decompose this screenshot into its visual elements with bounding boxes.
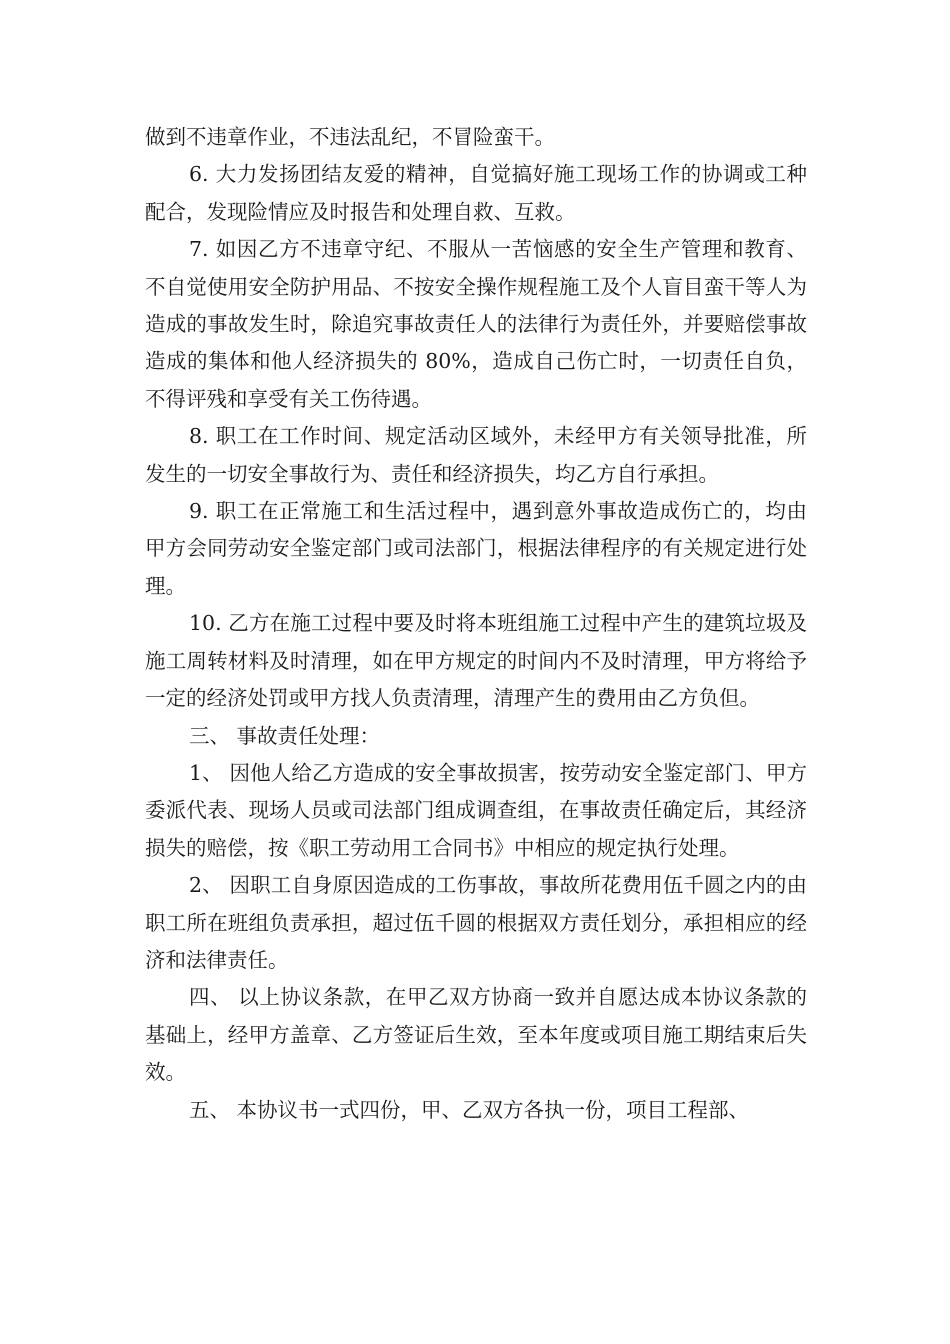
paragraph-liability-2: 2、 因职工自身原因造成的工伤事故，事故所花费用伍千圆之内的由职工所在班组负责承担，超过伍千圆的根据双方责任划分，承担相应的经济和法律责任。 xyxy=(145,873,807,972)
paragraph-clause-6: 6. 大力发扬团结友爱的精神，自觉搞好施工现场工作的协调或工种配合，发现险情应及时报告和处理自救、互救。 xyxy=(145,162,807,224)
paragraph-clause-9: 9. 职工在正常施工和生活过程中，遇到意外事故造成伤亡的，均由甲方会同劳动安全鉴定部门或司法部门，根据法律程序的有关规定进行处理。 xyxy=(145,499,807,598)
paragraph-clause-8: 8. 职工在工作时间、规定活动区域外，未经甲方有关领导批准，所发生的一切安全事故行为、责任和经济损失，均乙方自行承担。 xyxy=(145,424,807,486)
paragraph-liability-1: 1、 因他人给乙方造成的安全事故损害，按劳动安全鉴定部门、甲方委派代表、现场人员或司法部门组成调查组，在事故责任确定后，其经济损失的赔偿，按《职工劳动用工合同书》中相应的规定执行处理。 xyxy=(145,760,807,860)
paragraph-clause-7: 7. 如因乙方不违章守纪、不服从一苦恼感的安全生产管理和教育、不自觉使用安全防护用品、不按安全操作规程施工及个人盲目蛮干等人为造成的事故发生时，除追究事故责任人的法律行为责任外，并要赔偿事故造成的集体和他人经济损失的 80%，造成自己伤亡时，一切责任自负，不得评残和享受有关工伤待遇。 xyxy=(145,237,807,411)
paragraph-clause-5-continued: 做到不违章作业，不违法乱纪，不冒险蛮干。 xyxy=(145,125,555,149)
document-body xyxy=(145,119,807,1129)
paragraph-clause-10: 10. 乙方在施工过程中要及时将本班组施工过程中产生的建筑垃圾及施工周转材料及时清理，如在甲方规定的时间内不及时清理，甲方将给予一定的经济处罚或甲方找人负责清理，清理产生的费用由乙方负但。 xyxy=(145,611,807,711)
paragraph-section-4: 四、 以上协议条款，在甲乙双方协商一致并自愿达成本协议条款的基础上，经甲方盖章、乙方签证后生效，至本年度或项目施工期结束后失效。 xyxy=(145,985,807,1085)
paragraph-section-5: 五、 本协议书一式四份，甲、乙双方各执一份，项目工程部、 xyxy=(189,1097,750,1122)
section-heading-accident-liability: 三、 事故责任处理： xyxy=(189,723,381,748)
